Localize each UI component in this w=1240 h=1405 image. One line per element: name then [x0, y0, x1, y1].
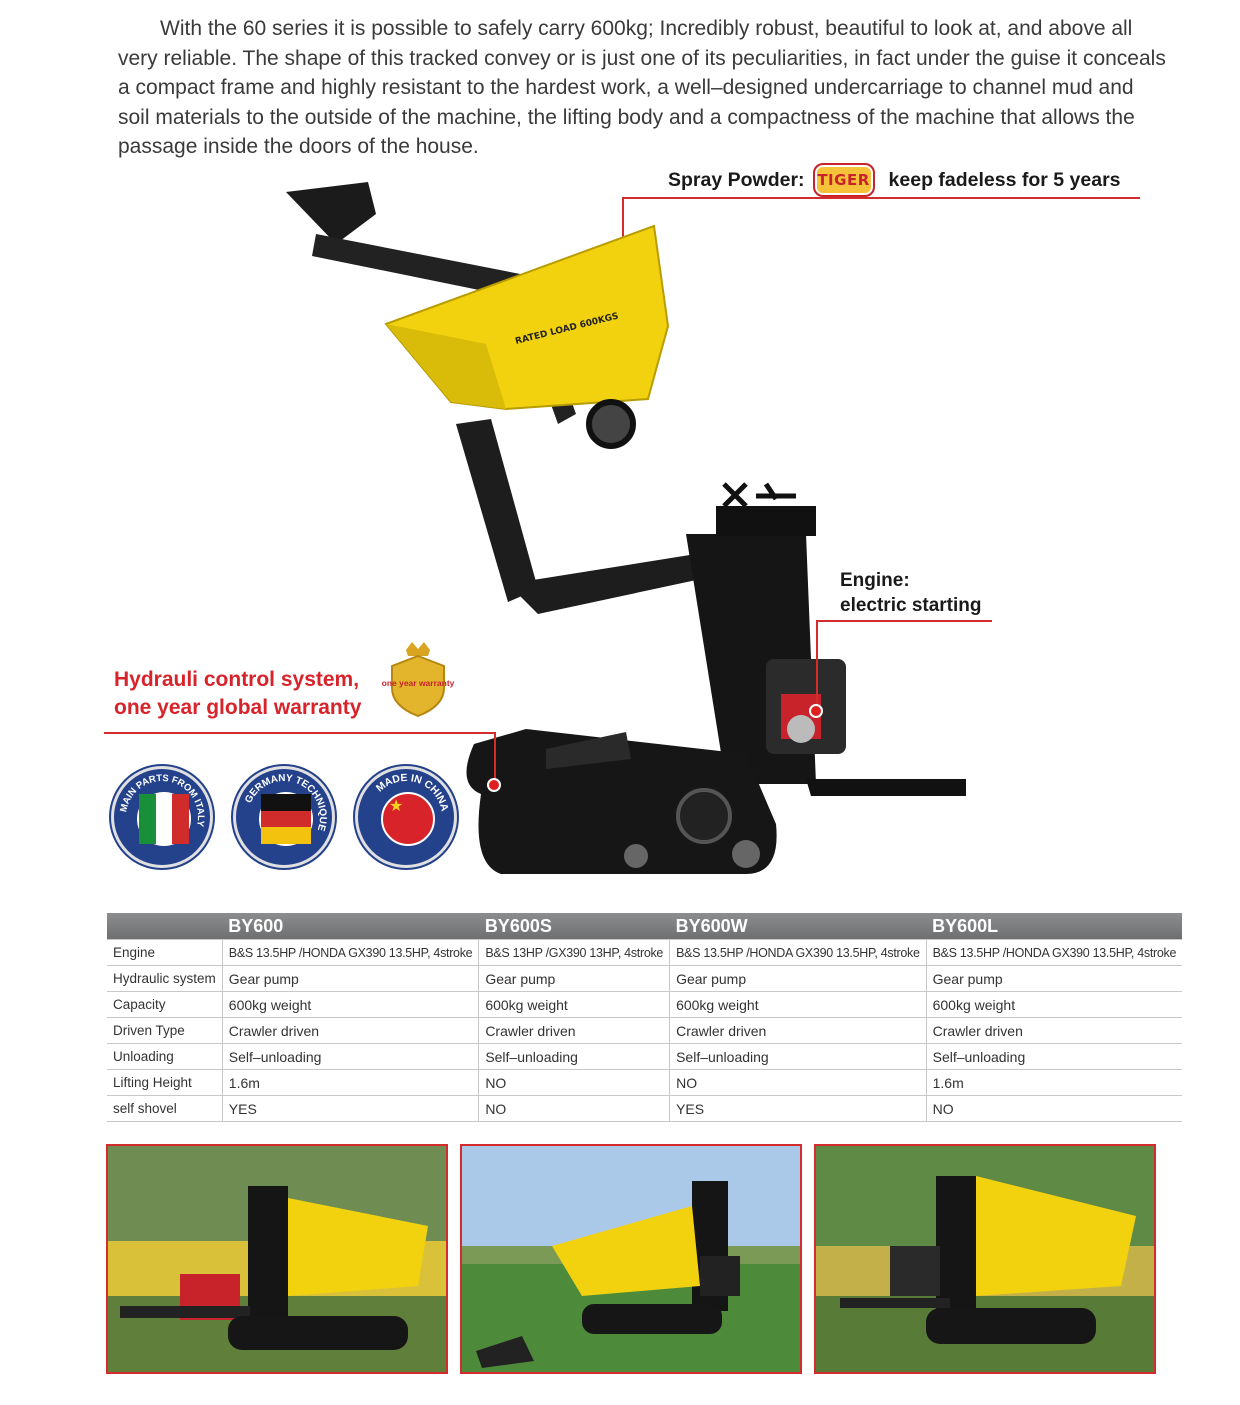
engine-callout-leader — [816, 620, 818, 708]
table-cell: YES — [670, 1096, 927, 1122]
table-cell: 600kg weight — [222, 992, 479, 1018]
photo-garden-flowers — [106, 1144, 448, 1374]
spray-powder-label: Spray Powder: — [668, 168, 805, 191]
table-cell: NO — [479, 1070, 670, 1096]
header-by600s: BY600S — [479, 913, 670, 940]
seal-italy — [111, 766, 213, 868]
photo-sports-field — [460, 1144, 802, 1374]
track-roller-mid — [624, 844, 648, 868]
spray-powder-note: keep fadeless for 5 years — [888, 168, 1121, 191]
seal-germany — [233, 766, 335, 868]
intro-paragraph — [118, 14, 1168, 162]
header-blank — [107, 913, 222, 940]
seal-italy-text: MAIN PARTS FROM ITALY — [118, 772, 207, 828]
header-by600l: BY600L — [926, 913, 1182, 940]
table-cell: 600kg weight — [479, 992, 670, 1018]
hopper-decal: RATED LOAD 600KGS — [514, 311, 620, 347]
row-label: Capacity — [107, 992, 222, 1018]
control-panel — [716, 506, 816, 536]
engine-callout-note: electric starting — [840, 595, 982, 616]
row-label: Lifting Height — [107, 1070, 222, 1096]
china-flag-icon: ★ — [381, 792, 435, 846]
table-row — [107, 940, 1182, 966]
table-cell: B&S 13.5HP /HONDA GX390 13.5HP, 4stroke — [926, 940, 1182, 966]
table-cell: B&S 13HP /GX390 13HP, 4stroke — [479, 940, 670, 966]
seal-china — [355, 766, 457, 868]
lift-boom — [508, 554, 701, 614]
table-cell: Gear pump — [479, 966, 670, 992]
seal-china-ring — [358, 769, 454, 865]
crown-icon — [406, 642, 430, 656]
warranty-badge-text: one year warranty — [381, 678, 455, 688]
table-cell: Crawler driven — [926, 1018, 1182, 1044]
hydraulic-callout-dot — [487, 778, 501, 792]
table-cell: Self–unloading — [479, 1044, 670, 1070]
tiger-logo: TIGER — [813, 163, 875, 197]
spec-table — [107, 913, 1182, 1122]
table-cell: Gear pump — [926, 966, 1182, 992]
table-cell: Self–unloading — [670, 1044, 927, 1070]
table-cell: 600kg weight — [670, 992, 927, 1018]
table-row — [107, 1096, 1182, 1122]
table-cell: YES — [222, 1096, 479, 1122]
lift-column — [456, 419, 538, 602]
hydraulic-callout-note: one year global warranty — [114, 696, 362, 719]
engine-callout-rule — [816, 620, 992, 622]
table-cell: Gear pump — [222, 966, 479, 992]
header-by600: BY600 — [222, 913, 479, 940]
table-cell: B&S 13.5HP /HONDA GX390 13.5HP, 4stroke — [670, 940, 927, 966]
spec-table-header — [107, 913, 1182, 940]
intro-text: With the 60 series it is possible to safely carry 600kg; Incredibly robust, beautiful to look at, and above all very reliable. The shape of this tracked convey or is just one of its peculiarities, in fact under the guise it conceals a compact frame and highly resistant to the hardest work, a well–designed undercarriage to channel mud and soil materials to the outside of the machine, the lifting body and a compactness of the machine that allows the passage inside the doors of the house. — [118, 17, 1166, 158]
table-cell: Crawler driven — [479, 1018, 670, 1044]
seal-germany-text: GERMANY TECHNIQUE — [243, 772, 329, 833]
table-row — [107, 1018, 1182, 1044]
hydraulic-callout-rule — [104, 732, 496, 734]
table-cell: Self–unloading — [926, 1044, 1182, 1070]
seal-germany-ring — [236, 769, 332, 865]
table-cell: B&S 13.5HP /HONDA GX390 13.5HP, 4stroke — [222, 940, 479, 966]
table-cell: 600kg weight — [926, 992, 1182, 1018]
hopper-pivot — [589, 402, 633, 446]
header-by600w: BY600W — [670, 913, 927, 940]
row-label: Engine — [107, 940, 222, 966]
table-row — [107, 966, 1182, 992]
control-levers — [724, 484, 796, 506]
table-cell: Self–unloading — [222, 1044, 479, 1070]
row-label: Unloading — [107, 1044, 222, 1070]
engine-callout-title: Engine: — [840, 570, 910, 591]
seal-italy-ring — [114, 769, 210, 865]
hydraulic-callout — [114, 666, 361, 722]
track-roller-rear — [732, 840, 760, 868]
table-cell: 1.6m — [926, 1070, 1182, 1096]
engine-pulley — [787, 715, 815, 743]
svg-text:GERMANY TECHNIQUE — [243, 773, 328, 833]
table-cell: NO — [670, 1070, 927, 1096]
photo-garden-trees — [814, 1144, 1156, 1374]
table-cell: 1.6m — [222, 1070, 479, 1096]
table-row — [107, 1070, 1182, 1096]
svg-text:MAIN PARTS FROM ITALY — [118, 773, 206, 828]
engine-callout-dot — [809, 704, 823, 718]
table-cell: Gear pump — [670, 966, 927, 992]
drive-sprocket — [678, 790, 730, 842]
table-cell: Crawler driven — [670, 1018, 927, 1044]
row-label: self shovel — [107, 1096, 222, 1122]
table-row — [107, 1044, 1182, 1070]
warranty-badge — [381, 640, 455, 718]
shovel-bucket — [286, 182, 376, 244]
svg-text:MADE IN CHINA — [374, 772, 451, 813]
footplate — [806, 779, 966, 796]
row-label: Hydraulic system — [107, 966, 222, 992]
table-cell: NO — [926, 1096, 1182, 1122]
hydraulic-callout-leader — [494, 732, 496, 782]
table-row — [107, 992, 1182, 1018]
table-cell: NO — [479, 1096, 670, 1122]
engine-callout — [840, 568, 982, 618]
hopper — [386, 226, 668, 409]
table-cell: Crawler driven — [222, 1018, 479, 1044]
hydraulic-callout-title: Hydrauli control system, — [114, 668, 360, 691]
row-label: Driven Type — [107, 1018, 222, 1044]
seal-china-text: MADE IN CHINA — [373, 771, 451, 813]
